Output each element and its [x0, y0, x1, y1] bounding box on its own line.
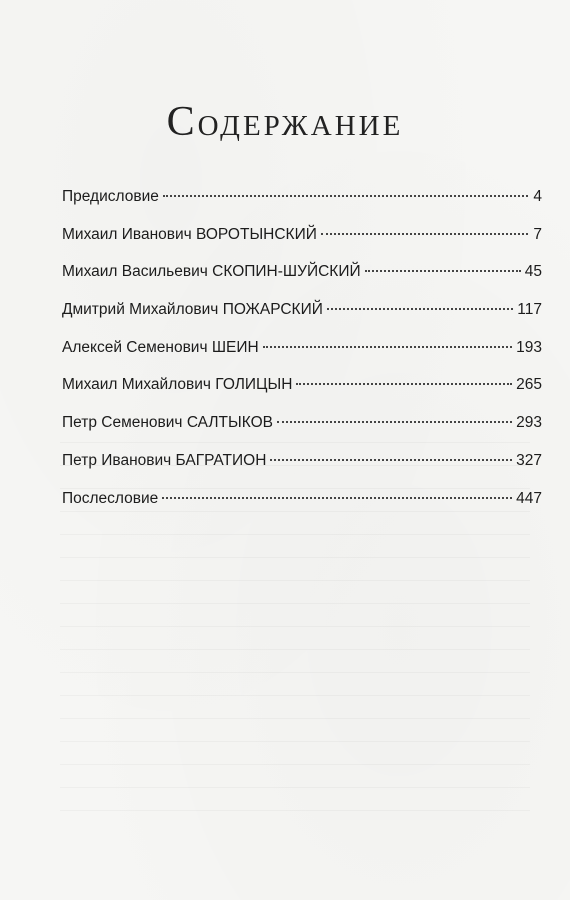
toc-entry-title: Петр Иванович БАГРАТИОН [62, 451, 267, 469]
dot-leader [321, 233, 528, 235]
dot-leader [270, 459, 512, 461]
toc-entry[interactable] [62, 188, 542, 226]
toc-entry-page: 327 [516, 451, 542, 469]
toc-entry-title: Дмитрий Михайлович ПОЖАРСКИЙ [62, 301, 323, 319]
toc-entry[interactable] [62, 263, 542, 301]
toc-entry-page: 447 [516, 489, 542, 507]
toc-entry-page: 7 [533, 225, 542, 243]
dot-leader [365, 270, 521, 272]
toc-entry[interactable] [62, 301, 542, 339]
toc-entry[interactable] [62, 452, 542, 490]
toc-entry[interactable] [62, 490, 542, 528]
toc-entry-page: 45 [524, 263, 542, 281]
toc-entry-page: 4 [533, 188, 542, 205]
toc-entry-page: 193 [516, 338, 542, 356]
dot-leader [162, 497, 512, 499]
toc-entry-title: Михаил Михайлович ГОЛИЦЫН [62, 376, 293, 394]
dot-leader [296, 383, 512, 385]
toc-entry[interactable] [62, 414, 542, 452]
page-title: Содержание [166, 99, 404, 145]
dot-leader [277, 421, 512, 423]
toc-entry-title: Алексей Семенович ШЕИН [62, 338, 259, 356]
toc-entry[interactable] [62, 226, 542, 264]
toc-entry[interactable] [62, 376, 542, 414]
toc-entry-title: Послесловие [62, 489, 159, 507]
table-of-contents [62, 188, 542, 527]
dot-leader [327, 308, 513, 310]
dot-leader [263, 346, 512, 348]
toc-entry-page: 117 [517, 301, 542, 319]
toc-entry[interactable] [62, 339, 542, 377]
toc-entry-title: Михаил Иванович ВОРОТЫНСКИЙ [62, 225, 317, 243]
dot-leader [163, 195, 528, 197]
toc-entry-page: 293 [516, 414, 542, 432]
toc-entry-page: 265 [516, 376, 542, 394]
toc-entry-title: Михаил Васильевич СКОПИН-ШУЙСКИЙ [62, 263, 361, 281]
toc-entry-title: Предисловие [62, 188, 159, 205]
toc-entry-title: Петр Семенович САЛТЫКОВ [62, 414, 273, 432]
